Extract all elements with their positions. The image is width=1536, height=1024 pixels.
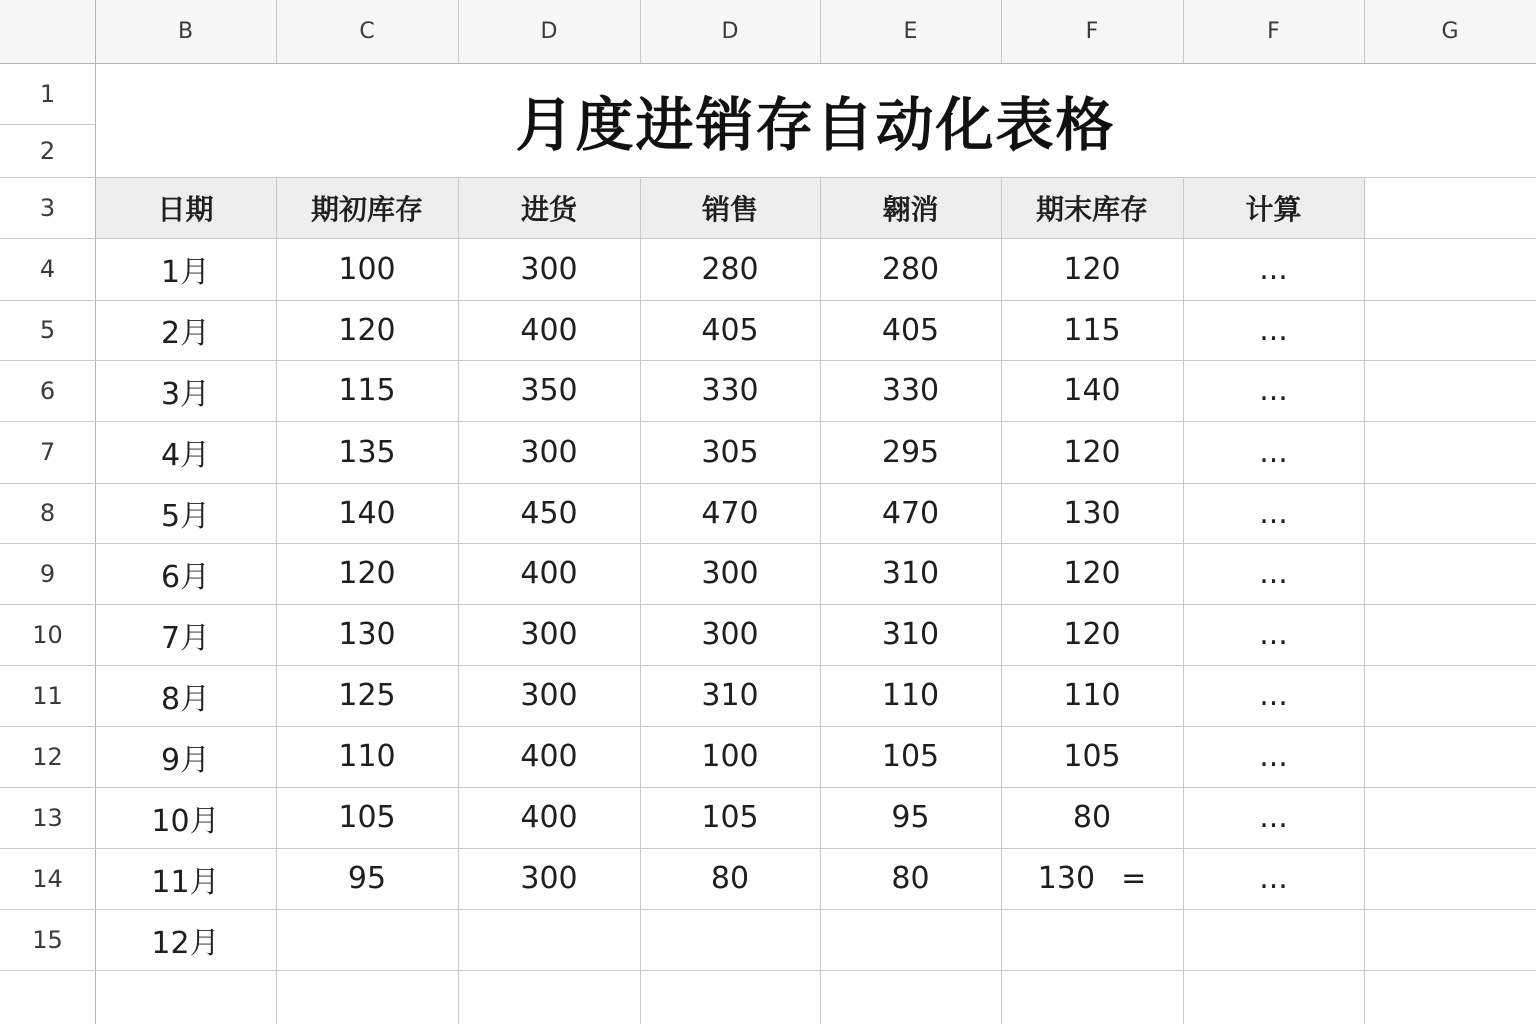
data-cell[interactable]: 400 (520, 556, 578, 591)
column-header[interactable]: F (1183, 0, 1364, 63)
data-cell[interactable]: ... (1259, 251, 1288, 287)
row-header[interactable]: 2 (0, 124, 95, 177)
month-cell[interactable]: 5月 (160, 499, 211, 534)
data-cell[interactable]: 405 (881, 312, 940, 348)
column-header[interactable]: C (276, 0, 458, 63)
grid-line (1183, 0, 1184, 63)
table-header-cell[interactable]: 期初库存 (276, 177, 458, 238)
data-cell[interactable]: 120 (1063, 617, 1121, 652)
empty-cell[interactable] (1364, 421, 1536, 483)
data-cell[interactable]: 300 (520, 617, 578, 652)
month-cell[interactable]: 3月 (160, 376, 211, 412)
data-cell[interactable]: 120 (338, 312, 396, 348)
data-cell[interactable]: ... (1259, 800, 1288, 835)
grid-line (0, 421, 1536, 422)
grid-line (0, 848, 1536, 849)
month-cell[interactable]: 12月 (151, 925, 220, 961)
data-cell[interactable]: 450 (520, 495, 578, 531)
data-cell[interactable]: 280 (881, 251, 940, 287)
grid-line (1001, 0, 1002, 63)
data-cell[interactable]: 280 (701, 251, 759, 287)
data-cell[interactable]: 95 (347, 861, 387, 896)
data-cell[interactable]: 400 (520, 739, 578, 774)
data-cell[interactable]: 310 (881, 556, 940, 591)
grid-line (0, 124, 95, 125)
data-cell[interactable] (820, 909, 1001, 970)
row-header[interactable]: 13 (0, 787, 95, 848)
data-cell[interactable]: ... (1259, 373, 1288, 408)
row-header[interactable]: 15 (0, 909, 95, 970)
table-header-cell[interactable]: 进货 (458, 177, 640, 238)
empty-cell[interactable] (1364, 909, 1536, 970)
row-header[interactable]: 1 (0, 63, 95, 124)
data-cell[interactable] (640, 909, 820, 970)
column-header[interactable]: G (1364, 0, 1536, 63)
data-cell[interactable]: 110 (338, 739, 396, 774)
data-cell[interactable]: 330 (701, 373, 759, 408)
month-cell[interactable]: 6月 (160, 559, 211, 595)
grid-line (1364, 0, 1365, 63)
grid-line (95, 0, 96, 63)
row-header[interactable]: 10 (0, 604, 95, 665)
grid-line (1183, 177, 1184, 1024)
data-cell[interactable]: 330 (881, 373, 940, 408)
table-header-cell[interactable]: 翱消 (820, 177, 1001, 238)
data-cell[interactable]: 80 (710, 861, 750, 896)
month-cell[interactable]: 11月 (151, 864, 220, 900)
data-cell[interactable]: 120 (338, 556, 396, 591)
row-header[interactable]: 3 (0, 177, 95, 238)
data-cell[interactable]: 105 (1063, 739, 1121, 774)
column-header[interactable]: E (820, 0, 1001, 63)
data-cell[interactable]: 305 (701, 434, 759, 470)
row-header[interactable]: 4 (0, 238, 95, 300)
data-cell[interactable]: 100 (338, 251, 396, 287)
grid-line (0, 360, 1536, 361)
row-header[interactable]: 14 (0, 848, 95, 909)
table-header-cell[interactable]: 计算 (1183, 177, 1364, 238)
grid-line (1364, 177, 1365, 1024)
row-header[interactable]: 7 (0, 421, 95, 483)
grid-line (1001, 177, 1002, 1024)
grid-line (0, 543, 1536, 544)
select-all-corner[interactable] (0, 0, 95, 63)
data-cell[interactable]: 115 (1063, 312, 1121, 348)
data-cell[interactable]: 140 (1063, 373, 1121, 408)
empty-cell[interactable] (1364, 300, 1536, 360)
row-header[interactable]: 5 (0, 300, 95, 360)
empty-cell[interactable] (1364, 726, 1536, 787)
data-cell[interactable]: 135 (338, 434, 396, 470)
month-cell[interactable]: 10月 (151, 803, 220, 839)
grid-line (0, 970, 1536, 971)
data-cell[interactable] (458, 909, 640, 970)
data-cell[interactable]: 120 (1063, 556, 1121, 591)
grid-line (640, 177, 641, 1024)
grid-line (0, 726, 1536, 727)
empty-cell[interactable] (1364, 483, 1536, 543)
month-cell[interactable]: 9月 (160, 742, 211, 778)
data-cell[interactable]: 100 (701, 739, 759, 774)
data-cell[interactable] (1183, 909, 1364, 970)
data-cell[interactable]: 405 (701, 312, 759, 348)
table-header-cell[interactable]: 日期 (95, 177, 276, 238)
empty-cell[interactable] (1364, 665, 1536, 726)
data-cell[interactable]: 300 (520, 434, 578, 470)
data-cell[interactable]: ... (1259, 861, 1288, 896)
empty-cell[interactable] (1364, 787, 1536, 848)
data-cell[interactable]: ... (1259, 434, 1288, 470)
row-header[interactable]: 6 (0, 360, 95, 421)
column-header[interactable]: D (640, 0, 820, 63)
empty-cell[interactable] (1364, 360, 1536, 421)
data-cell[interactable]: 310 (881, 617, 940, 652)
table-header-cell[interactable]: 期末库存 (1001, 177, 1183, 238)
data-cell[interactable]: 350 (520, 373, 578, 408)
grid-line (0, 63, 1536, 64)
empty-cell[interactable] (1364, 604, 1536, 665)
grid-line (0, 483, 1536, 484)
cell-value: 130 (1037, 861, 1096, 896)
data-cell[interactable]: ... (1259, 678, 1288, 713)
data-cell[interactable]: 300 (520, 861, 578, 896)
grid-line (0, 787, 1536, 788)
data-cell[interactable]: 80 (891, 861, 930, 896)
column-header[interactable]: F (1001, 0, 1183, 63)
grid-line (0, 665, 1536, 666)
empty-cell[interactable] (1364, 848, 1536, 909)
grid-line (820, 0, 821, 63)
data-cell[interactable]: 310 (701, 678, 759, 713)
empty-cell[interactable] (1364, 177, 1536, 238)
grid-line (640, 0, 641, 63)
data-cell[interactable]: 80 (1072, 800, 1112, 835)
data-cell[interactable]: ... (1259, 739, 1288, 774)
grid-line (0, 909, 1536, 910)
row-header[interactable]: 9 (0, 543, 95, 604)
data-cell[interactable]: 300 (701, 617, 759, 652)
grid-line (458, 0, 459, 63)
month-cell[interactable]: 7月 (160, 620, 211, 656)
data-cell[interactable] (1001, 848, 1183, 909)
data-cell[interactable]: 300 (520, 251, 578, 287)
data-cell[interactable]: 105 (881, 739, 940, 774)
row-header[interactable]: 8 (0, 483, 95, 543)
grid-line (0, 177, 1536, 178)
empty-cell[interactable] (1364, 238, 1536, 300)
data-cell[interactable]: ... (1259, 495, 1288, 531)
data-cell[interactable]: 295 (881, 434, 940, 470)
column-header[interactable]: B (95, 0, 276, 63)
data-cell[interactable]: 130 (1063, 495, 1121, 531)
grid-line (276, 177, 277, 1024)
data-cell[interactable]: 400 (520, 800, 578, 835)
month-cell[interactable]: 4月 (160, 438, 211, 473)
table-header-cell[interactable]: 销售 (640, 177, 820, 238)
row-header[interactable]: 11 (0, 665, 95, 726)
row-header[interactable]: 12 (0, 726, 95, 787)
grid-line (820, 177, 821, 1024)
data-cell[interactable]: 470 (881, 495, 940, 531)
data-cell[interactable]: 110 (881, 678, 940, 713)
grid-line (0, 238, 1536, 239)
grid-line (458, 177, 459, 1024)
grid-line (0, 604, 1536, 605)
data-cell[interactable]: 400 (520, 312, 578, 348)
data-cell[interactable]: 130 (338, 617, 396, 652)
empty-cell[interactable] (1364, 543, 1536, 604)
data-cell[interactable]: 105 (701, 800, 759, 835)
data-cell[interactable]: ... (1259, 617, 1288, 652)
data-cell[interactable]: ... (1259, 556, 1288, 591)
data-cell[interactable]: 300 (520, 678, 578, 713)
data-cell[interactable]: 140 (338, 495, 396, 531)
data-cell[interactable]: 110 (1063, 678, 1121, 713)
data-cell[interactable] (1001, 909, 1183, 970)
grid-line (276, 0, 277, 63)
data-cell[interactable]: 300 (701, 556, 759, 591)
grid-line (0, 300, 1536, 301)
data-cell[interactable]: 120 (1063, 251, 1121, 287)
equals-sign: = (1121, 861, 1147, 896)
data-cell[interactable]: 95 (891, 800, 930, 835)
data-cell[interactable]: ... (1259, 312, 1288, 348)
data-cell[interactable]: 105 (338, 800, 396, 835)
data-cell[interactable]: 470 (701, 495, 759, 531)
sheet-title[interactable]: 月度进销存自动化表格 (515, 91, 1116, 159)
data-cell[interactable] (276, 909, 458, 970)
data-cell[interactable]: 115 (338, 373, 396, 408)
data-cell[interactable]: 125 (338, 678, 396, 713)
month-cell[interactable]: 1月 (160, 255, 211, 290)
data-cell[interactable]: 120 (1063, 434, 1121, 470)
column-header[interactable]: D (458, 0, 640, 63)
month-cell[interactable]: 8月 (160, 681, 211, 717)
month-cell[interactable]: 2月 (160, 316, 211, 351)
